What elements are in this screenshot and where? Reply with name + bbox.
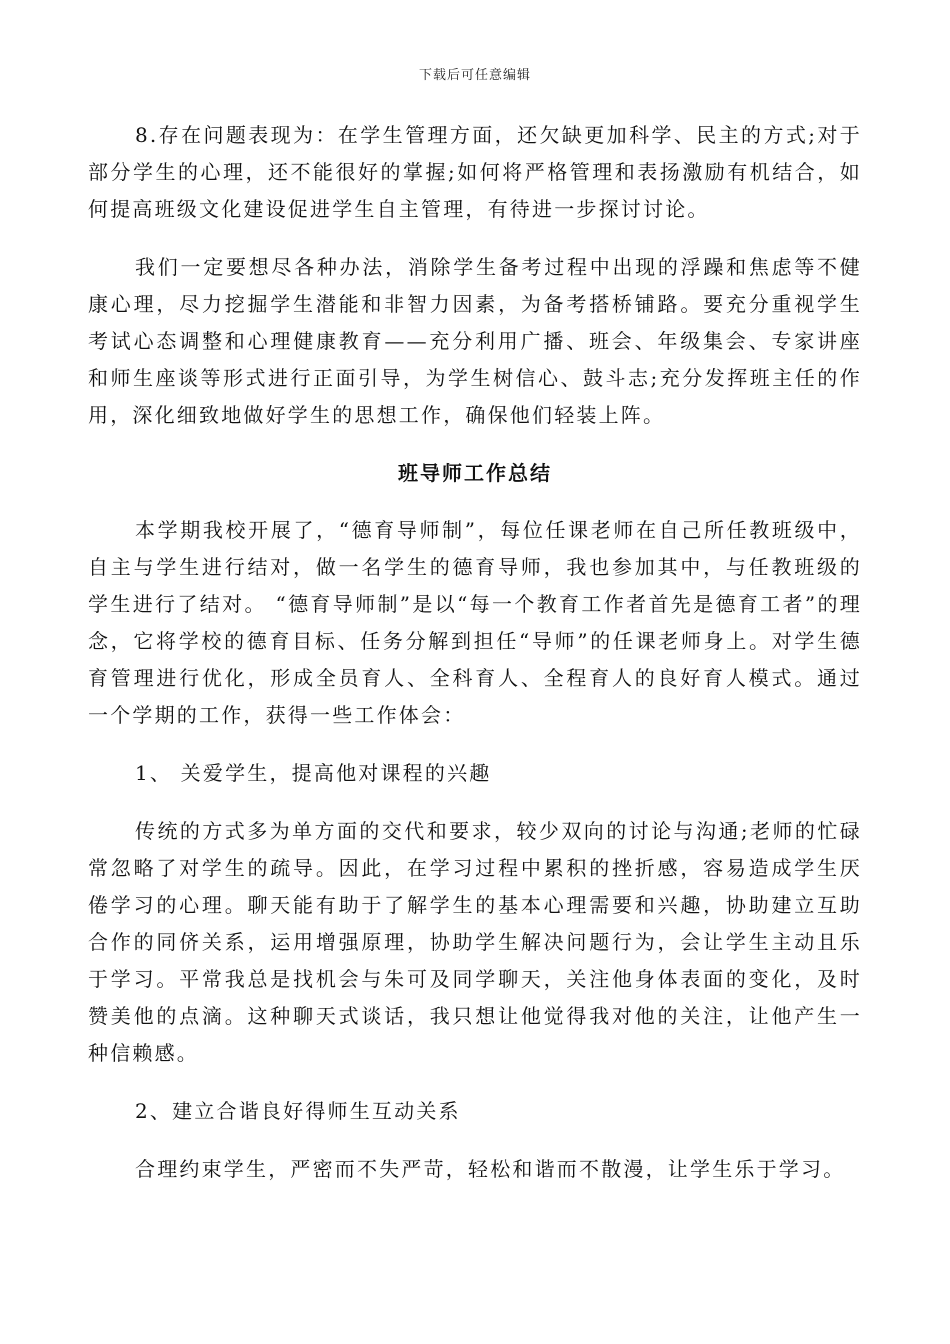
paragraph-problems: 8.存在问题表现为：在学生管理方面，还欠缺更加科学、民主的方式;对于部分学生的心理，还不能很好的掌握;如何将严格管理和表扬激励有机结合，如何提高班级文化建设促进学生自主管理，有待进一步探讨讨论。 <box>88 123 862 221</box>
paragraph-exam-psychology: 我们一定要想尽各种办法，消除学生备考过程中出现的浮躁和焦虑等不健康心理，尽力挖掘学生潜能和非智力因素，为备考搭桥铺路。要充分重视学生考试心态调整和心理健康教育——充分利用广播、班会、年级集会、专家讲座和师生座谈等形式进行正面引导，为学生树信心、鼓斗志;充分发挥班主任的作用，深化细致地做好学生的思想工作，确保他们轻装上阵。 <box>88 255 862 427</box>
document-body <box>88 117 862 1209</box>
section-title: 班导师工作总结 <box>398 461 552 485</box>
paragraph-mentor-system: 本学期我校开展了，“德育导师制”，每位任课老师在自己所任教班级中，自主与学生进行结对，做一名学生的德育导师，我也参加其中，与任教班级的学生进行了结对。 “德育导师制”是以“每一个教育工作者首先是德育工者”的理念，它将学校的德育目标、任务分解到担任“导师”的任课老师身上。对学生德育管理进行优化，形成全员育人、全科育人、全程育人的良好育人模式。通过一个学期的工作，获得一些工作体会： <box>88 518 862 727</box>
list-item-2: 2、建立合谐良好得师生互动关系 <box>135 1099 461 1123</box>
page-header-note: 下载后可任意编辑 <box>418 68 531 83</box>
paragraph-constraint: 合理约束学生，严密而不失严苛，轻松和谐而不散漫，让学生乐于学习。 <box>135 1157 846 1181</box>
paragraph-communication: 传统的方式多为单方面的交代和要求，较少双向的讨论与沟通;老师的忙碌常忽略了对学生的疏导。因此，在学习过程中累积的挫折感，容易造成学生厌倦学习的心理。聊天能有助于了解学生的基本心理需要和兴趣，协助建立互助合作的同侪关系，运用增强原理，协助学生解决问题行为，会让学生主动且乐于学习。平常我总是找机会与朱可及同学聊天，关注他身体表面的变化，及时赞美他的点滴。这种聊天式谈话，我只想让他觉得我对他的关注，让他产生一种信赖感。 <box>88 819 862 1065</box>
list-item-1: 1、 关爱学生，提高他对课程的兴趣 <box>135 761 492 785</box>
